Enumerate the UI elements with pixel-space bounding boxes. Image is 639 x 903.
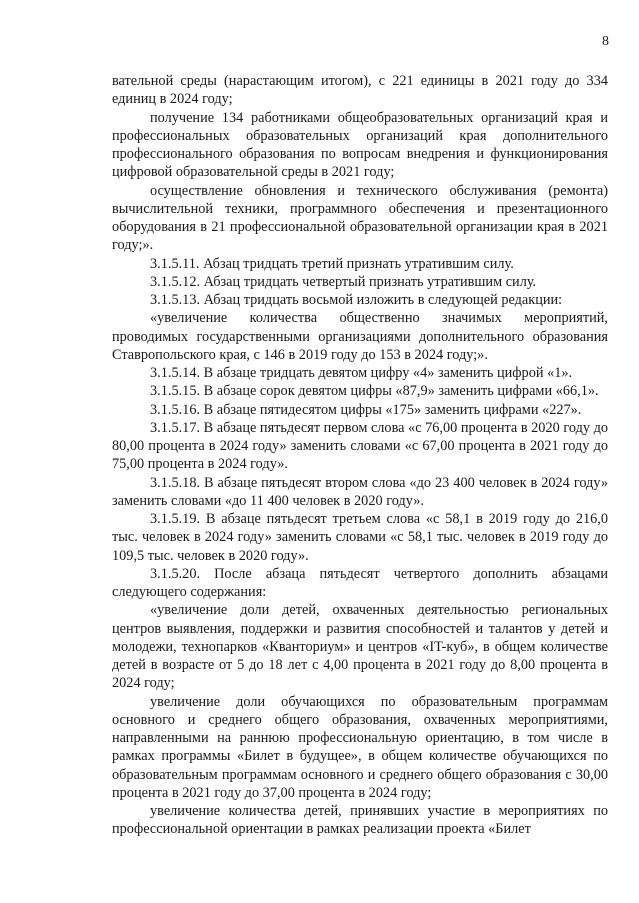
paragraph-p03: осуществление обновления и технического обслуживания (ремонта) вычислительной техники, программного обеспечения и презентационного оборудования в 21 профессиональной образовательной организации края в 2021 году;». <box>112 182 608 254</box>
paragraph-p06: 3.1.5.13. Абзац тридцать восьмой изложить в следующей редакции: <box>150 292 563 308</box>
document-body <box>112 72 608 839</box>
paragraph-p07: «увеличение количества общественно значимых мероприятий, проводимых государственными организациями дополнительного образования Ставропольского края, с 146 в 2019 году до 153 в 2024 году;». <box>112 310 608 363</box>
paragraph-p01: вательной среды (нарастающим итогом), с 221 единицы в 2021 году до 334 единиц в 2024 году; <box>112 73 608 108</box>
page-number: 8 <box>602 34 609 49</box>
paragraph-p12: 3.1.5.18. В абзаце пятьдесят втором слова «до 23 400 человек в 2024 году» заменить словами «до 11 400 человек в 2020 году». <box>112 474 608 509</box>
paragraph-p14: 3.1.5.20. После абзаца пятьдесят четвертого дополнить абзацами следующего содержания: <box>112 565 608 600</box>
paragraph-p15: «увеличение доли детей, охваченных деятельностью региональных центров выявления, поддержки и развития способностей и талантов у детей и молодежи, технопарков «Кванториум» и центров «IT-куб», в общем количестве детей в возрасте от 5 до 18 лет с 4,00 процента в 2021 году до 8,00 процента в 2024 году; <box>112 602 608 692</box>
paragraph-p08: 3.1.5.14. В абзаце тридцать девятом цифру «4» заменить цифрой «1». <box>150 365 573 381</box>
paragraph-p17: увеличение количества детей, принявших участие в мероприятиях по профессиональной ориентации в рамках реализации проекта «Билет <box>112 803 608 838</box>
paragraph-p05: 3.1.5.12. Абзац тридцать четвертый признать утратившим силу. <box>150 273 537 290</box>
paragraph-p10: 3.1.5.16. В абзаце пятидесятом цифры «175» заменить цифрами «227». <box>150 401 582 418</box>
paragraph-p04: 3.1.5.11. Абзац тридцать третий признать утратившим силу. <box>150 255 514 272</box>
paragraph-p13: 3.1.5.19. В абзаце пятьдесят третьем слова «с 58,1 в 2019 году до 216,0 тыс. человек в 2024 году» заменить словами «с 58,1 тыс. человек в 2019 году до 109,5 тыс. человек в 2020 году». <box>112 511 608 564</box>
paragraph-p02: получение 134 работниками общеобразовательных организаций края и профессиональных образовательных организаций края дополнительного профессионального образования по вопросам внедрения и функционирования цифровой образовательной среды в 2021 году; <box>112 109 608 181</box>
paragraph-p16: увеличение доли обучающихся по образовательным программам основного и среднего общего образования, охваченных мероприятиями, направленными на раннюю профессиональную ориентацию, в том числе в рамках программы «Билет в будущее», в общем количестве обучающихся по образовательным программам основного и среднего общего образования с 30,00 процента в 2021 году до 37,00 процента в 2024 году; <box>112 693 608 801</box>
paragraph-p11: 3.1.5.17. В абзаце пятьдесят первом слова «с 76,00 процента в 2020 году до 80,00 процента в 2024 году» заменить словами «с 67,00 процента в 2021 году до 75,00 процента в 2024 году». <box>112 419 608 473</box>
paragraph-p09: 3.1.5.15. В абзаце сорок девятом цифры «87,9» заменить цифрами «66,1». <box>150 383 599 400</box>
